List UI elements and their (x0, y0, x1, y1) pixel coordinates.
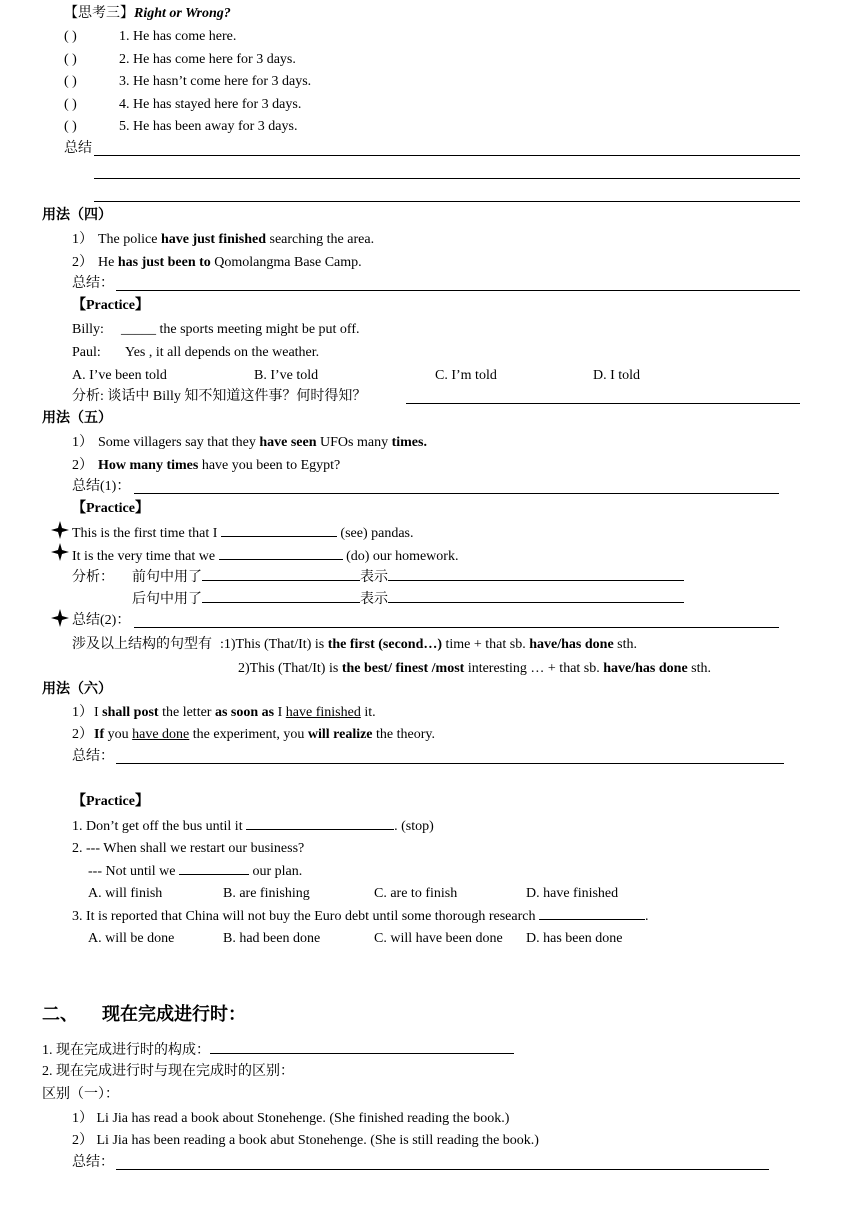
usage5-summary1-line[interactable] (134, 493, 779, 494)
usage6-q2-option-d[interactable]: D. have finished (526, 886, 619, 901)
section2-item-2: 2. 现在完成进行时与现在完成时的区别： (42, 1064, 294, 1079)
four-point-star-icon (51, 521, 69, 539)
usage6-q2-option-c[interactable]: C. are to finish (374, 886, 458, 901)
usage5-summary1-label: 总结(1)： (72, 479, 131, 494)
blank-meaning-2[interactable] (388, 590, 684, 603)
usage5-summary2-label: 总结(2)： (72, 613, 131, 628)
think3-item-3: ( ) 3. He hasn’t come here for 3 days. (64, 74, 312, 89)
blank-see[interactable] (221, 524, 337, 537)
blank-stop[interactable] (246, 817, 394, 830)
usage4-dialog-paul: Paul: Yes , it all depends on the weather. (72, 345, 320, 360)
answer-paren[interactable]: ( ) (64, 97, 77, 112)
usage5-heading: 用法（五） (42, 411, 112, 426)
blank-finish[interactable] (179, 862, 249, 875)
usage6-q3-option-b[interactable]: B. had been done (223, 931, 321, 946)
usage4-example-2: 2） He has just been to Qomolangma Base Camp. (72, 255, 362, 270)
think3-title-en: Right or Wrong? (134, 6, 231, 21)
think3-title-cn: 【思考三】 (64, 6, 134, 21)
think3-item-2: ( ) 2. He has come here for 3 days. (64, 52, 296, 67)
usage4-option-b[interactable]: B. I’ve told (254, 368, 319, 383)
usage5-practice-2: It is the very time that we (do) our homework. (72, 549, 459, 564)
speaker-paul: Paul: (72, 345, 101, 360)
usage6-question-1: 1. Don’t get off the bus until it . (stop) (72, 819, 434, 834)
think3-summary-label: 总结 (64, 141, 92, 156)
usage5-example-1: 1） Some villagers say that they have seen UFOs many times. (72, 435, 427, 450)
usage4-summary-line[interactable] (116, 290, 800, 291)
usage4-option-d[interactable]: D. I told (593, 368, 641, 383)
usage6-q3-option-a[interactable]: A. will be done (88, 931, 175, 946)
usage5-structure-2: 2)This (That/It) is the best/ finest /most interesting … + that sb. have/has done sth. (238, 661, 712, 676)
usage5-analysis-1: 分析： 前句中用了 表示 (72, 568, 684, 587)
section2-diff-1: 区别（一）： (42, 1087, 119, 1102)
section2-summary-line[interactable] (116, 1169, 769, 1170)
usage4-option-a[interactable]: A. I’ve been told (72, 368, 167, 383)
usage6-question-2-reply: --- Not until we our plan. (88, 864, 303, 879)
think3-item-1: ( ) 1. He has come here. (64, 29, 237, 44)
think3-summary-line-1[interactable] (94, 155, 800, 156)
usage6-question-3: 3. It is reported that China will not buy the Euro debt until some thorough research . (72, 909, 649, 924)
usage6-question-2: 2. --- When shall we restart our business? (72, 841, 305, 856)
section2-example-1: 1） Li Jia has read a book about Stonehenge. (She finished reading the book.) (72, 1111, 510, 1126)
usage4-example-1: 1） The police have just finished searching the area. (72, 232, 375, 247)
four-point-star-icon (51, 543, 69, 561)
usage6-heading: 用法（六） (42, 682, 112, 697)
think3-item-4: ( ) 4. He has stayed here for 3 days. (64, 97, 302, 112)
usage5-analysis-2: 后句中用了 表示 (132, 590, 684, 609)
blank-do[interactable] (219, 547, 343, 560)
four-point-star-icon (51, 609, 69, 627)
usage4-analysis-line[interactable] (406, 403, 800, 404)
usage6-q2-option-b[interactable]: B. are finishing (223, 886, 310, 901)
answer-paren[interactable]: ( ) (64, 52, 77, 67)
usage5-practice-heading: 【Practice】 (72, 501, 149, 516)
answer-paren[interactable]: ( ) (64, 119, 77, 134)
usage4-option-c[interactable]: C. I’m told (435, 368, 497, 383)
section2-heading: 二、 现在完成进行时： (42, 1004, 246, 1025)
section2-example-2: 2） Li Jia has been reading a book abut Stonehenge. (She is still reading the book.) (72, 1133, 539, 1148)
usage5-example-2: 2） How many times have you been to Egypt? (72, 458, 341, 473)
usage6-q3-option-d[interactable]: D. has been done (526, 931, 623, 946)
think3-summary-line-3[interactable] (94, 201, 800, 202)
usage6-q3-option-c[interactable]: C. will have been done (374, 931, 503, 946)
answer-paren[interactable]: ( ) (64, 29, 77, 44)
usage5-summary2-line[interactable] (134, 627, 779, 628)
usage6-practice-heading: 【Practice】 (72, 794, 149, 809)
usage4-analysis: 分析: 谈话中 Billy 知不知道这件事？何时得知？ (72, 389, 367, 404)
usage6-summary-label: 总结： (72, 749, 114, 764)
usage6-q2-option-a[interactable]: A. will finish (88, 886, 163, 901)
usage6-example-1: 1）I shall post the letter as soon as I have finished it. (72, 705, 376, 720)
usage4-dialog-billy: Billy: _____ the sports meeting might be put off. (72, 322, 360, 337)
blank-research[interactable] (539, 907, 645, 920)
usage4-heading: 用法（四） (42, 208, 112, 223)
usage5-structure-1: 涉及以上结构的句型有 :1)This (That/It) is the first (second…) time + that sb. have/has done sth. (72, 637, 638, 652)
speaker-billy: Billy: (72, 322, 104, 337)
usage6-example-2: 2）If you have done the experiment, you will realize the theory. (72, 727, 435, 742)
usage5-practice-1: This is the first time that I (see) pandas. (72, 526, 414, 541)
usage4-practice-heading: 【Practice】 (72, 298, 149, 313)
blank-tense-2[interactable] (202, 590, 360, 603)
think3-item-5: ( ) 5. He has been away for 3 days. (64, 119, 298, 134)
think3-title (64, 5, 231, 23)
usage4-summary-label: 总结： (72, 276, 114, 291)
section2-item-1: 1. 现在完成进行时的构成： (42, 1041, 514, 1060)
blank-tense-1[interactable] (202, 568, 360, 581)
blank-meaning-1[interactable] (388, 568, 684, 581)
section2-summary-label: 总结： (72, 1155, 114, 1170)
blank-structure[interactable] (210, 1041, 514, 1054)
answer-paren[interactable]: ( ) (64, 74, 77, 89)
usage6-summary-line[interactable] (116, 763, 784, 764)
think3-summary-line-2[interactable] (94, 178, 800, 179)
